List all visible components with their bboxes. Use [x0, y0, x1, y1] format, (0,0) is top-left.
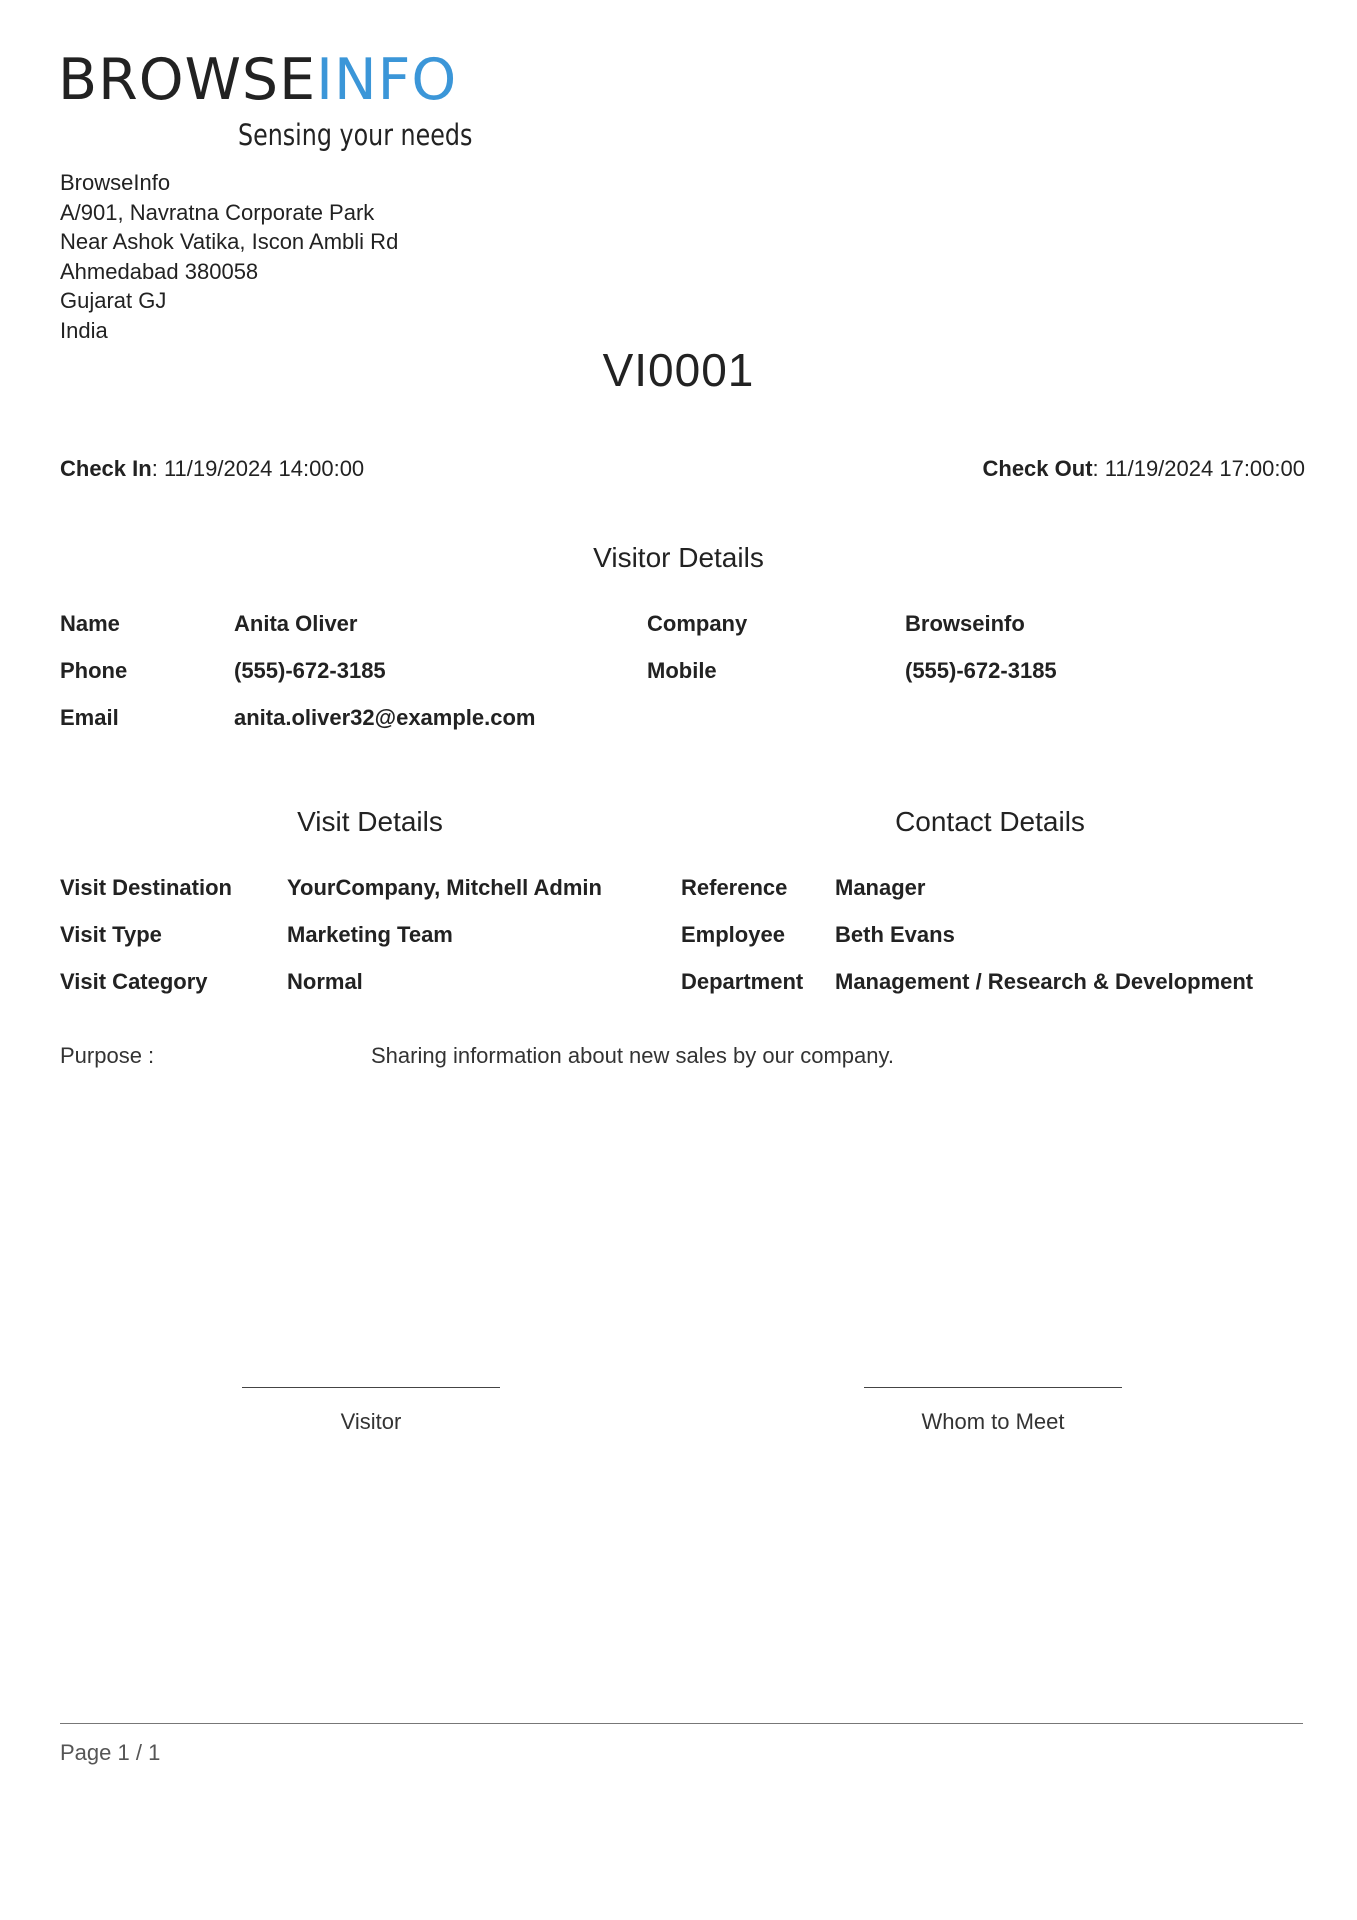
whom-to-meet-signature-line [864, 1387, 1122, 1388]
logo-tagline: Sensing your needs [238, 118, 473, 152]
page-number: Page 1 / 1 [60, 1740, 161, 1765]
address-line: India [60, 317, 108, 343]
visit-details-title: Visit Details [297, 806, 443, 837]
logo-wordmark: BROWSEINFO [58, 47, 458, 113]
visitor-signature-line [242, 1387, 500, 1388]
visit-type-value: Marketing Team [287, 922, 453, 947]
visit-category-value: Normal [287, 969, 363, 994]
mobile-label: Mobile [647, 658, 717, 683]
check-in-label: Check In [60, 456, 152, 481]
reference-value: Manager [835, 875, 926, 900]
check-in-value: 11/19/2024 14:00:00 [163, 456, 365, 481]
contact-details-title: Contact Details [895, 806, 1085, 837]
check-in: Check In: 11/19/2024 14:00:00 [60, 456, 365, 481]
address-line: Near Ashok Vatika, Iscon Ambli Rd [60, 229, 399, 254]
phone-label: Phone [60, 658, 128, 683]
address-line: Gujarat GJ [60, 288, 167, 313]
visitor-signature-label: Visitor [340, 1409, 402, 1434]
visitor-details-title: Visitor Details [593, 542, 764, 573]
company-logo [58, 47, 473, 152]
department-label: Department [681, 969, 804, 994]
address-line: A/901, Navratna Corporate Park [60, 199, 375, 225]
purpose-label: Purpose : [60, 1043, 155, 1068]
address-line: BrowseInfo [60, 170, 171, 195]
company-label: Company [647, 611, 748, 636]
address-line: Ahmedabad 380058 [60, 258, 259, 284]
whom-to-meet-signature-label: Whom to Meet [921, 1409, 1065, 1434]
company-address [60, 168, 398, 345]
check-out-value: 11/19/2024 17:00:00 [1104, 456, 1305, 481]
mobile-value: (555)-672-3185 [905, 658, 1057, 683]
employee-value: Beth Evans [835, 922, 955, 947]
company-value: Browseinfo [905, 611, 1025, 636]
email-label: Email [60, 705, 119, 730]
check-out: Check Out: 11/19/2024 17:00:00 [982, 456, 1305, 481]
visit-category-label: Visit Category [60, 969, 208, 994]
email-value: anita.oliver32@example.com [234, 705, 536, 730]
reference-label: Reference [681, 875, 788, 900]
footer-divider [60, 1723, 1303, 1724]
name-label: Name [60, 611, 120, 636]
visit-destination-value: YourCompany, Mitchell Admin [287, 875, 602, 900]
visit-type-label: Visit Type [60, 922, 162, 947]
check-out-label: Check Out [982, 456, 1093, 481]
department-value: Management / Research & Development [835, 969, 1254, 994]
purpose-text: Sharing information about new sales by our company. [371, 1043, 894, 1068]
phone-value: (555)-672-3185 [234, 658, 386, 683]
document-number: VI0001 [602, 344, 755, 396]
name-value: Anita Oliver [234, 611, 358, 636]
employee-label: Employee [681, 922, 785, 947]
visit-destination-label: Visit Destination [60, 875, 232, 900]
